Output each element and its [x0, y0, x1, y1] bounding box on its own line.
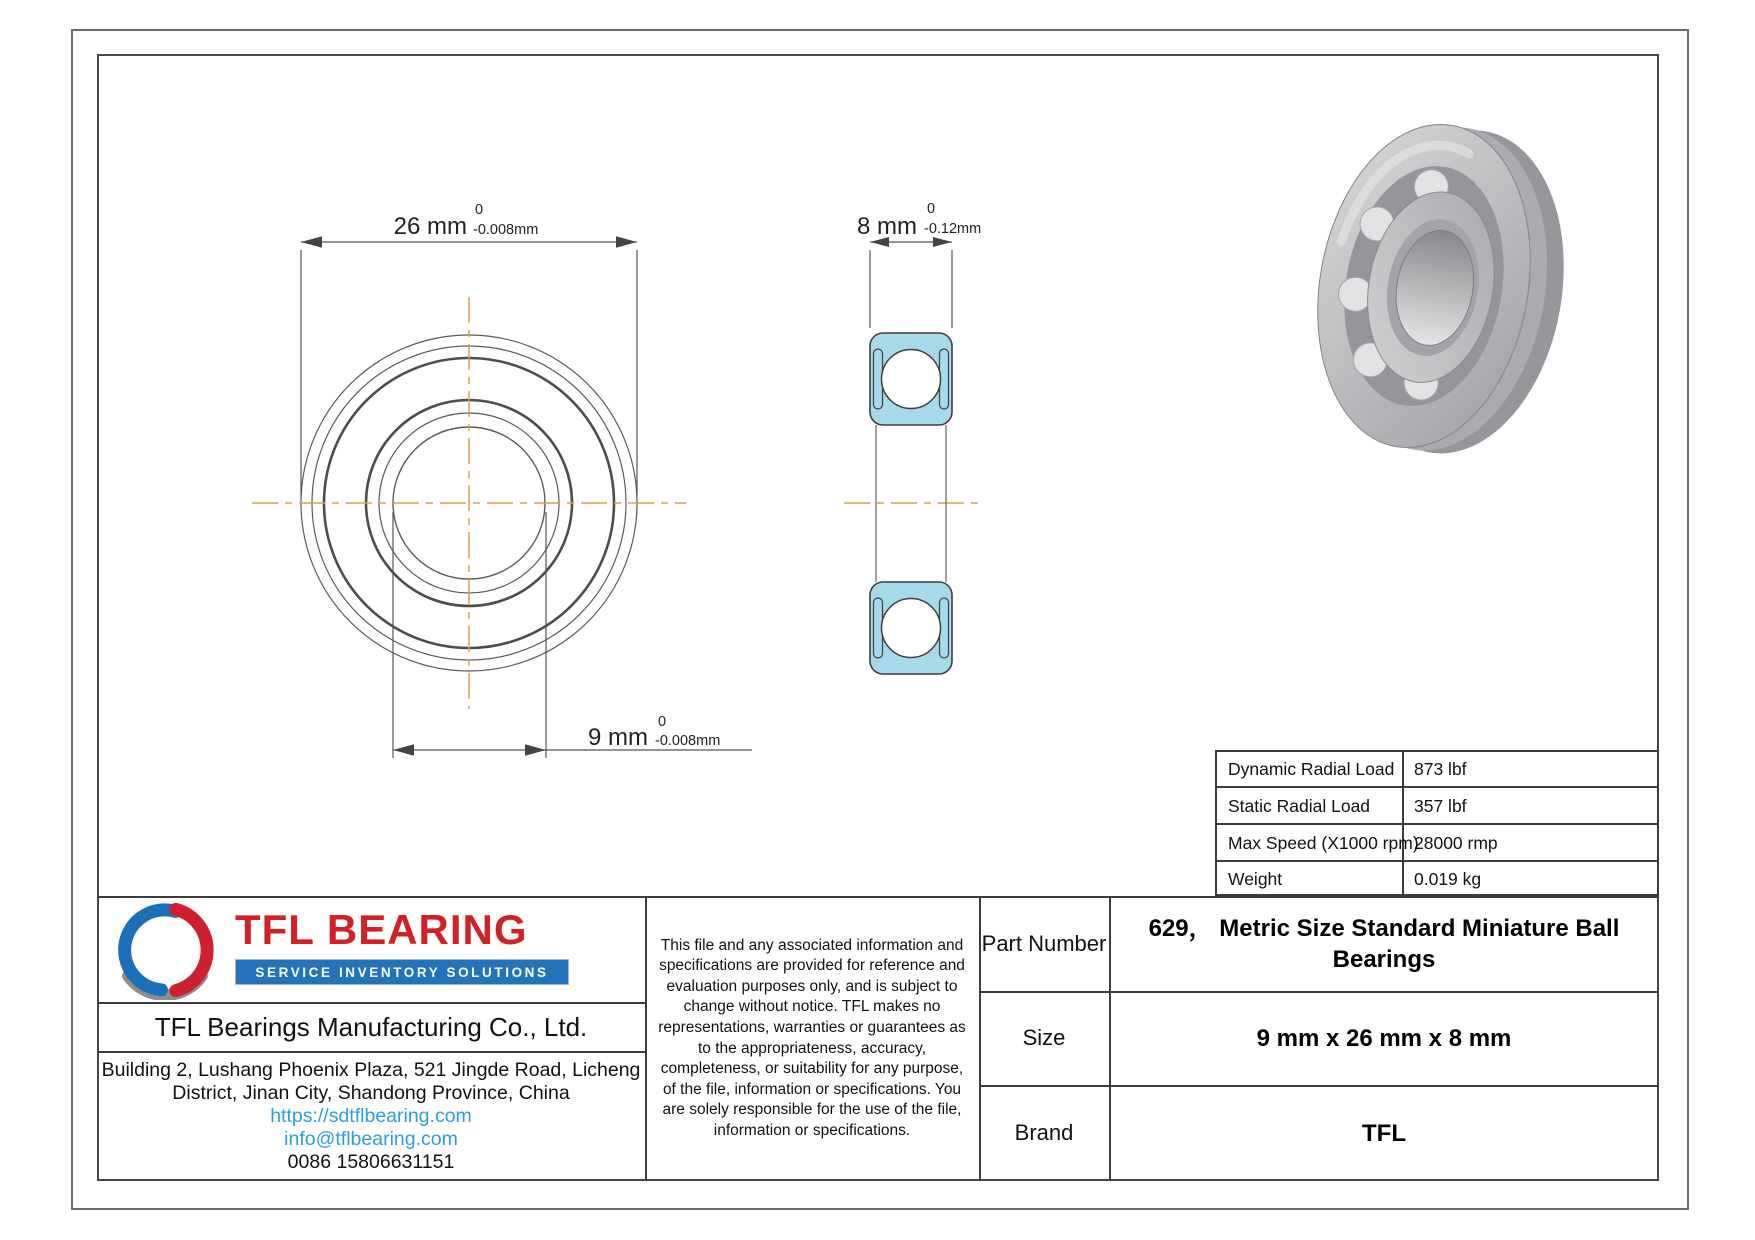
logo-tagline: SERVICE INVENTORY SOLUTIONS — [235, 959, 569, 985]
spec-row-label: Weight — [1228, 868, 1283, 889]
bore-value: 9 mm — [588, 724, 648, 751]
outer-diameter-tol-upper: 0 — [475, 202, 484, 218]
section-ball-lower — [882, 599, 941, 658]
width-value: 8 mm — [857, 213, 917, 240]
company-website-link[interactable]: https://sdtflbearing.com — [270, 1104, 472, 1127]
spec-row-label: Max Speed (X1000 rpm) — [1228, 832, 1419, 853]
dimension-width — [870, 237, 952, 328]
field-label-brand: Brand — [1014, 1120, 1074, 1145]
company-address-line1: Building 2, Lushang Phoenix Plaza, 521 Jingde Road, Licheng — [101, 1058, 641, 1081]
disclaimer-text: This file and any associated information and specifications are provided for reference and evaluation purposes only, and is subject to change without notice. TFL makes no representations, warranties or guarantees as to the appropriateness, accuracy, completeness, or suitability for any purpose, of the file, information or specifications. You are solely responsible for the use of the file, information or specifications. — [658, 936, 966, 1139]
bore-tol-upper: 0 — [658, 714, 667, 730]
arrowhead — [933, 237, 952, 247]
disclaimer-cell — [645, 896, 979, 1181]
arrowhead — [301, 236, 322, 247]
outer-diameter-tol-lower: -0.008mm — [473, 222, 539, 238]
section-ball-upper — [882, 350, 941, 409]
spec-row-value: 0.019 kg — [1414, 868, 1482, 889]
field-label-size: Size — [1022, 1025, 1066, 1050]
field-label-part-number: Part Number — [981, 930, 1107, 956]
company-address-line2: District, Jinan City, Shandong Province, China — [172, 1081, 570, 1104]
company-phone: 0086 15806631151 — [287, 1150, 455, 1173]
spec-row-label: Dynamic Radial Load — [1228, 758, 1395, 779]
logo-blue-arc — [125, 910, 176, 990]
logo-cell — [99, 898, 645, 1002]
field-value-size: 9 mm x 26 mm x 8 mm — [1256, 1024, 1512, 1052]
field-value-part-number: 629， Metric Size Standard Miniature Ball Bearings — [1148, 914, 1620, 973]
company-contact-cell — [97, 1052, 645, 1180]
tfl-ring-logo-icon — [113, 900, 223, 1000]
spec-row-value: 357 lbf — [1414, 795, 1467, 816]
bore-tol-lower: -0.008mm — [655, 733, 721, 749]
spec-row-label: Static Radial Load — [1228, 795, 1371, 816]
divider-line — [1402, 750, 1404, 896]
company-email-link[interactable]: info@tflbearing.com — [284, 1127, 458, 1150]
arrowhead — [616, 236, 637, 247]
width-tol-lower: -0.12mm — [924, 221, 982, 237]
field-value-part-number-cell — [1109, 896, 1659, 991]
bearing-3d-render — [1293, 107, 1588, 470]
logo-red-arc — [176, 909, 207, 990]
arrowhead — [525, 744, 546, 755]
arrowhead — [393, 744, 414, 755]
spec-row-value: 873 lbf — [1414, 758, 1467, 779]
outer-diameter-value: 26 mm — [393, 213, 467, 240]
spec-row-value: 28000 rmp — [1414, 832, 1498, 853]
logo-brand-text: TFL BEARING — [235, 906, 528, 953]
width-tol-upper: 0 — [927, 201, 936, 217]
company-name: TFL Bearings Manufacturing Co., Ltd. — [154, 1011, 588, 1042]
field-value-brand: TFL — [1362, 1119, 1406, 1147]
